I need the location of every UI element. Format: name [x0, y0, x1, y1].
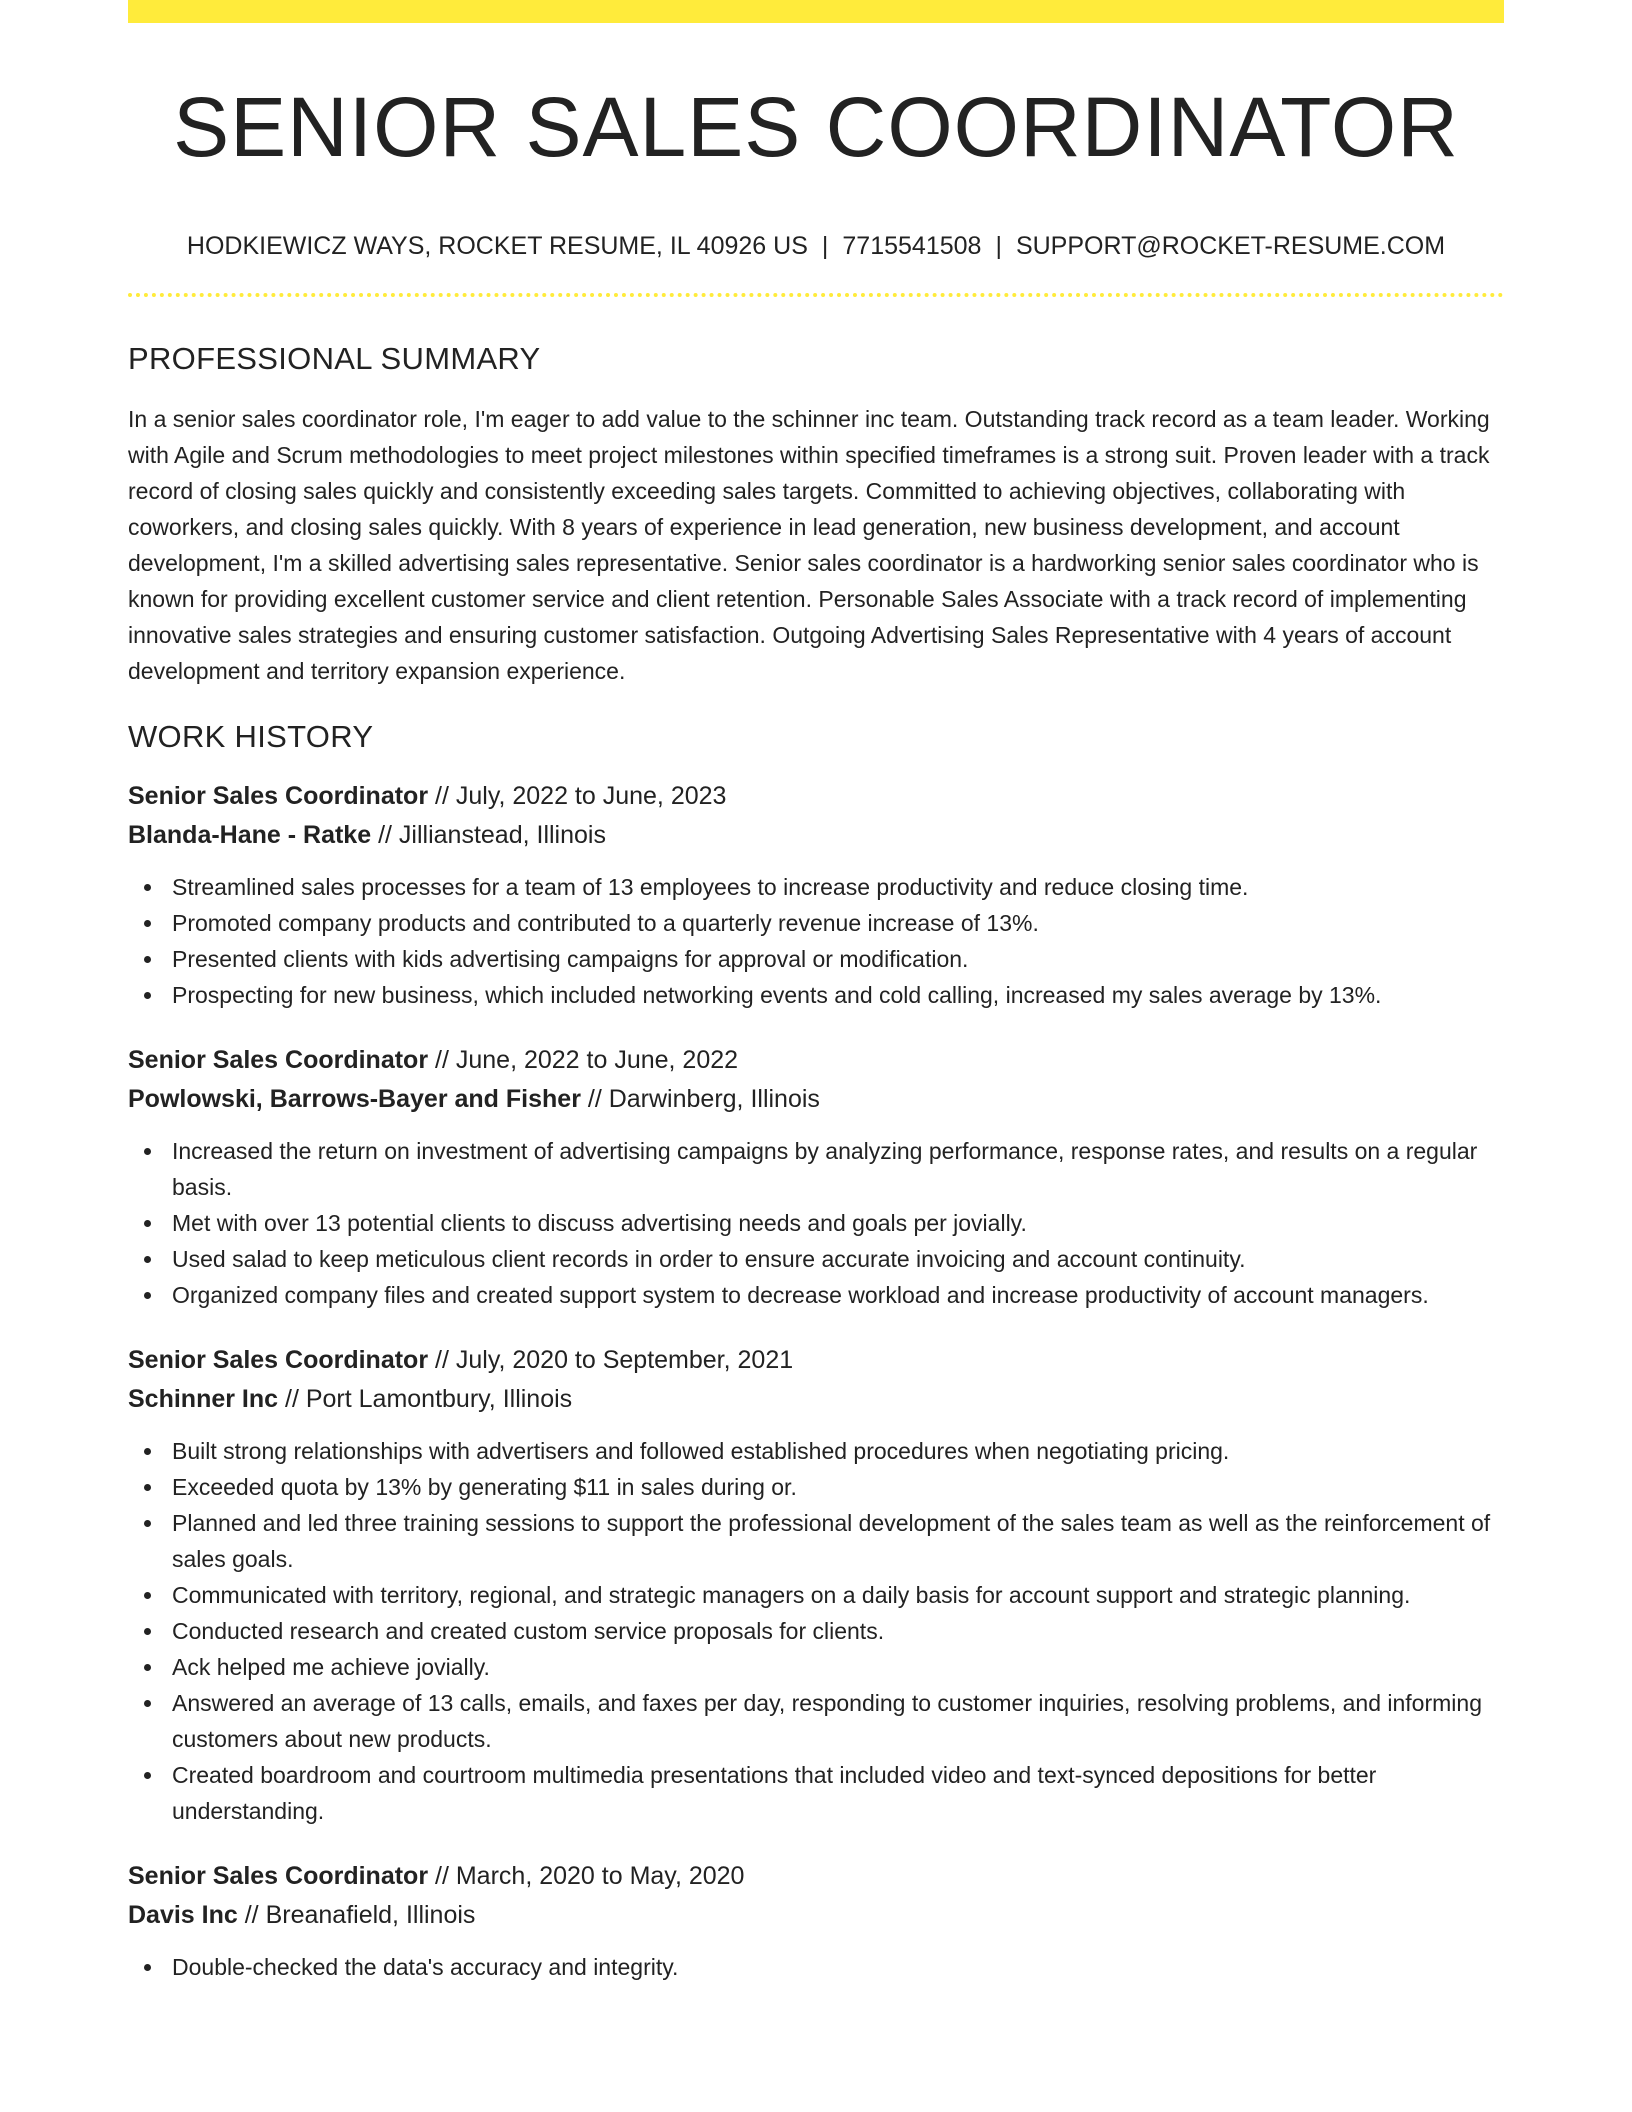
- resume-title: SENIOR SALES COORDINATOR: [173, 80, 1459, 174]
- bullet-text: Met with over 13 potential clients to discuss advertising needs and goals per jovially.: [172, 1210, 1027, 1236]
- bullet-text: Organized company files and created support system to decrease workload and increase productivity of account managers.: [172, 1282, 1429, 1308]
- job-location: Port Lamontbury, Illinois: [305, 1385, 573, 1413]
- bullet-item: [128, 1433, 1504, 1469]
- contact-phone: 7715541508: [842, 232, 982, 260]
- job-separator: //: [278, 1385, 306, 1413]
- summary-text: In a senior sales coordinator role, I'm eager to add value to the schinner inc team. Outstanding track record as a team leader. Working with Agile and Scrum methodologies to meet project milestones within specified timeframes is a strong suit. Proven leader with a track record of closing sales quickly and consistently exceeding sales targets. Committed to achieving objectives, collaborating with coworkers, and closing sales quickly. With 8 years of experience in lead generation, new business development, and account development, I'm a skilled advertising sales representative. Senior sales coordinator is a hardworking senior sales coordinator who is known for providing excellent customer service and client retention. Personable Sales Associate with a track record of implementing innovative sales strategies and ensuring customer satisfaction. Outgoing Advertising Sales Representative with 4 years of account development and territory expansion experience.: [128, 406, 1490, 684]
- bullet-dot-icon: [144, 992, 151, 999]
- job-separator: //: [371, 821, 399, 849]
- bullet-text: Increased the return on investment of advertising campaigns by analyzing performance, response rates, and results on a regular basis.: [172, 1138, 1478, 1200]
- contact-separator: |: [821, 232, 829, 260]
- bullet-dot-icon: [144, 1220, 151, 1227]
- job-company: Powlowski, Barrows-Bayer and Fisher: [128, 1085, 581, 1113]
- bullet-text: Conducted research and created custom service proposals for clients.: [172, 1618, 885, 1644]
- bullet-dot-icon: [144, 1448, 151, 1455]
- job-separator: //: [428, 1862, 456, 1890]
- bullet-dot-icon: [144, 1520, 151, 1527]
- bullet-dot-icon: [144, 920, 151, 927]
- job-title: Senior Sales Coordinator: [128, 1862, 429, 1890]
- bullet-text: Answered an average of 13 calls, emails, and faxes per day, responding to customer inquiries, resolving problems, and informing customers about new products.: [172, 1690, 1482, 1752]
- job-location: Breanafield, Illinois: [265, 1901, 476, 1929]
- job-entry: [128, 1341, 1504, 1829]
- bullet-item: [128, 1613, 1504, 1649]
- job-bullets: [128, 1133, 1504, 1313]
- job-company-line: [128, 1080, 1504, 1119]
- bullet-item: [128, 1949, 1504, 1985]
- job-entry: [128, 1857, 1504, 1985]
- bullet-item: [128, 1469, 1504, 1505]
- summary-heading: PROFESSIONAL SUMMARY: [128, 341, 541, 376]
- bullet-dot-icon: [144, 1628, 151, 1635]
- job-company: Blanda-Hane - Ratke: [128, 821, 372, 849]
- bullet-dot-icon: [144, 1964, 151, 1971]
- bullet-text: Ack helped me achieve jovially.: [172, 1654, 490, 1680]
- bullet-item: [128, 1205, 1504, 1241]
- bullet-item: [128, 941, 1504, 977]
- bullet-item: [128, 905, 1504, 941]
- bullet-dot-icon: [144, 1484, 151, 1491]
- bullet-dot-icon: [144, 1700, 151, 1707]
- job-dates: June, 2022 to June, 2022: [455, 1046, 739, 1074]
- work-history-heading: WORK HISTORY: [128, 719, 374, 754]
- contact-email: SUPPORT@ROCKET-RESUME.COM: [1015, 232, 1446, 260]
- bullet-item: [128, 1277, 1504, 1313]
- job-separator: //: [237, 1901, 266, 1929]
- job-title-line: [128, 1041, 1504, 1080]
- job-bullets: [128, 869, 1504, 1013]
- bullet-dot-icon: [144, 884, 151, 891]
- job-dates: July, 2022 to June, 2023: [455, 782, 727, 810]
- job-bullets: [128, 1433, 1504, 1829]
- resume-page: [128, 0, 1504, 1985]
- job-dates: July, 2020 to September, 2021: [455, 1346, 794, 1374]
- bullet-dot-icon: [144, 956, 151, 963]
- bullet-item: [128, 977, 1504, 1013]
- bullet-item: [128, 1133, 1504, 1205]
- job-company: Davis Inc: [128, 1901, 238, 1929]
- job-bullets: [128, 1949, 1504, 1985]
- bullet-text: Presented clients with kids advertising campaigns for approval or modification.: [172, 946, 969, 972]
- dotted-divider: [128, 293, 1504, 297]
- bullet-item: [128, 1757, 1504, 1829]
- bullet-text: Promoted company products and contributed to a quarterly revenue increase of 13%.: [172, 910, 1039, 936]
- job-separator: //: [428, 1046, 456, 1074]
- bullet-text: Streamlined sales processes for a team of 13 employees to increase productivity and reduce closing time.: [172, 874, 1249, 900]
- bullet-text: Prospecting for new business, which included networking events and cold calling, increased my sales average by 13%.: [172, 982, 1382, 1008]
- bullet-item: [128, 1241, 1504, 1277]
- job-company-line: [128, 816, 1504, 855]
- contact-separator: |: [995, 232, 1002, 260]
- job-location: Jillianstead, Illinois: [398, 821, 606, 849]
- bullet-text: Created boardroom and courtroom multimedia presentations that included video and text-synced depositions for better understanding.: [172, 1762, 1377, 1824]
- job-company-line: [128, 1380, 1504, 1419]
- bullet-dot-icon: [144, 1592, 151, 1599]
- bullet-dot-icon: [144, 1664, 151, 1671]
- bullet-text: Built strong relationships with advertisers and followed established procedures when negotiating pricing.: [172, 1438, 1230, 1464]
- bullet-text: Double-checked the data's accuracy and integrity.: [172, 1954, 679, 1980]
- contact-address: HODKIEWICZ WAYS, ROCKET RESUME, IL 40926 US: [186, 232, 808, 260]
- work-history-list: [128, 777, 1504, 1985]
- job-title: Senior Sales Coordinator: [128, 1046, 429, 1074]
- job-title-line: [128, 777, 1504, 816]
- bullet-dot-icon: [144, 1772, 151, 1779]
- bullet-text: Used salad to keep meticulous client records in order to ensure accurate invoicing and account continuity.: [172, 1246, 1246, 1272]
- job-location: Darwinberg, Illinois: [608, 1085, 820, 1113]
- bullet-dot-icon: [144, 1292, 151, 1299]
- bullet-text: Exceeded quota by 13% by generating $11 in sales during or.: [172, 1474, 797, 1500]
- bullet-text: Communicated with territory, regional, and strategic managers on a daily basis for account support and strategic planning.: [172, 1582, 1411, 1608]
- bullet-item: [128, 869, 1504, 905]
- job-dates: March, 2020 to May, 2020: [455, 1862, 745, 1890]
- bullet-item: [128, 1577, 1504, 1613]
- job-company-line: [128, 1896, 1504, 1935]
- bullet-dot-icon: [144, 1148, 151, 1155]
- job-separator: //: [428, 782, 456, 810]
- job-entry: [128, 1041, 1504, 1313]
- job-separator: //: [428, 1346, 456, 1374]
- bullet-text: Planned and led three training sessions to support the professional development of the sales team as well as the reinforcement of sales goals.: [172, 1510, 1491, 1572]
- bullet-item: [128, 1685, 1504, 1757]
- job-title-line: [128, 1341, 1504, 1380]
- contact-line: [128, 231, 1504, 261]
- job-title: Senior Sales Coordinator: [128, 782, 429, 810]
- job-company: Schinner Inc: [128, 1385, 279, 1413]
- job-title: Senior Sales Coordinator: [128, 1346, 429, 1374]
- accent-top-bar: [128, 0, 1504, 23]
- job-separator: //: [580, 1085, 609, 1113]
- bullet-item: [128, 1505, 1504, 1577]
- bullet-item: [128, 1649, 1504, 1685]
- bullet-dot-icon: [144, 1256, 151, 1263]
- job-title-line: [128, 1857, 1504, 1896]
- job-entry: [128, 777, 1504, 1013]
